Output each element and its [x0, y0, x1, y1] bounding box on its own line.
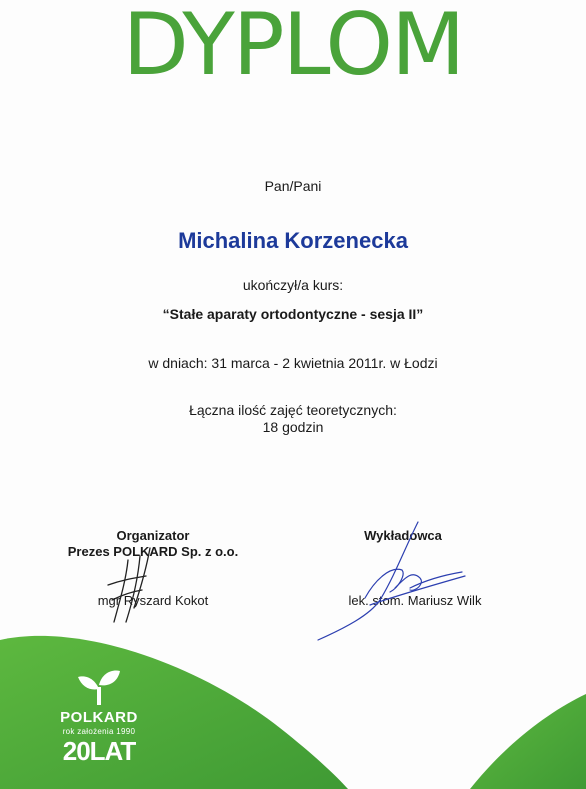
organizer-organization: Prezes POLKARD Sp. z o.o.: [67, 544, 239, 559]
sprout-icon: [76, 665, 122, 705]
course-title: “Stałe aparaty ortodontyczne - sesja II”: [162, 306, 424, 322]
logo-founded: rok założenia 1990: [62, 727, 136, 736]
organizer-role: Organizator: [116, 528, 190, 543]
lecturer-name: lek. stom. Mariusz Wilk: [348, 593, 482, 608]
hours-value: 18 godzin: [262, 419, 324, 435]
lecturer-role: Wykładowca: [364, 528, 442, 543]
completed-label: ukończył/a kurs:: [242, 277, 344, 293]
diploma-title: DYPLOM: [122, 0, 464, 95]
logo-anniversary: 20LAT: [62, 736, 136, 766]
recipient-name: Michalina Korzenecka: [178, 228, 408, 253]
course-dates: w dniach: 31 marca - 2 kwietnia 2011r. w Łodzi: [148, 355, 438, 371]
organizer-name: mgr Ryszard Kokot: [97, 593, 209, 608]
logo-name: POLKARD: [60, 709, 138, 726]
organizer-signature-block: [28, 528, 278, 608]
hours-label: Łączna ilość zajęć teoretycznych:: [189, 402, 397, 418]
lecturer-signature-block: [318, 528, 488, 608]
salutation: Pan/Pani: [264, 178, 322, 194]
polkard-logo: [44, 665, 154, 764]
